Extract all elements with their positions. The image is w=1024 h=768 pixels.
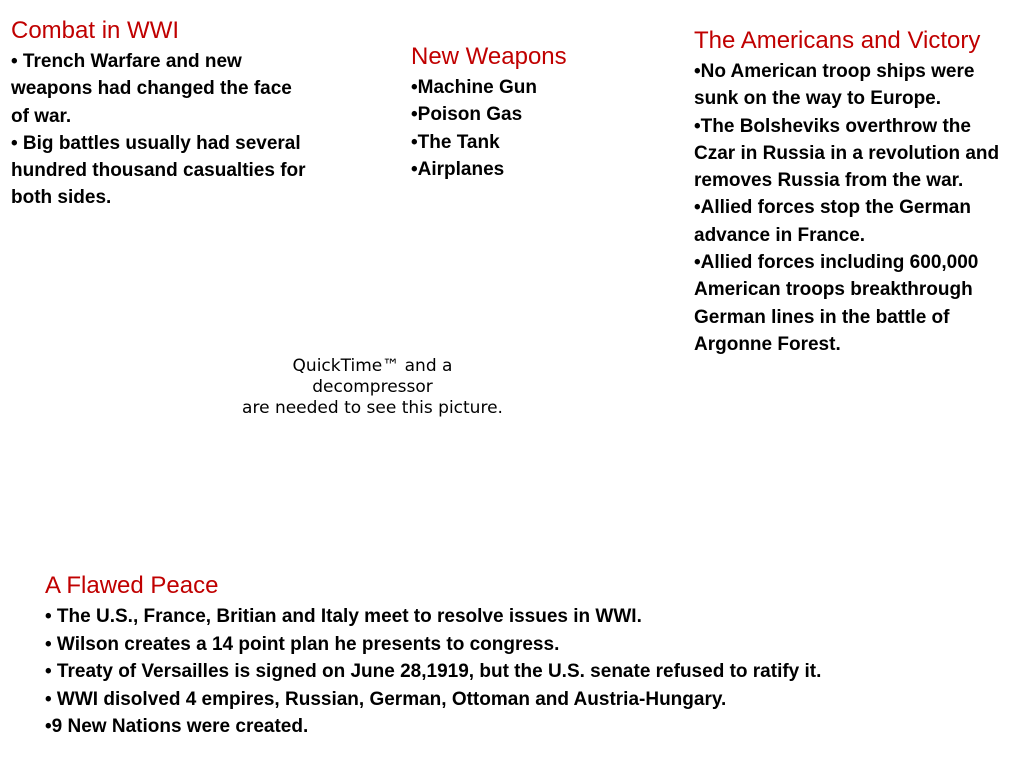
peace-bullet: •9 New Nations were created. [45, 716, 309, 737]
combat-bullet: • Big battles usually had several hundred thousand casualties for both sides. [11, 132, 306, 209]
combat-bullet: • Trench Warfare and new weapons had changed the face of war. [11, 51, 292, 127]
peace-heading: A Flawed Peace [45, 572, 219, 599]
americans-bullet: •No American troop ships were sunk on the way to Europe. [694, 61, 975, 110]
weapons-bullet: •Poison Gas [411, 104, 523, 126]
peace-bullet: • Wilson creates a 14 point plan he presents to congress. [45, 633, 560, 655]
americans-section [694, 24, 1004, 358]
weapons-heading: New Weapons [411, 43, 567, 70]
placeholder-line: are needed to see this picture. [242, 398, 503, 418]
peace-bullet: • Treaty of Versailles is signed on June 28,1919, but the U.S. senate refused to ratify it. [45, 661, 822, 682]
peace-bullet: • The U.S., France, Britian and Italy meet to resolve issues in WWI. [45, 606, 642, 627]
peace-bullet-list [45, 603, 1005, 741]
weapons-bullet: •Airplanes [411, 158, 505, 180]
peace-section [45, 569, 1005, 741]
combat-section [11, 14, 311, 212]
combat-bullet-list [11, 48, 311, 212]
americans-bullet: •Allied forces including 600,000 American troops breakthrough German lines in the battle of Argonne Forest. [694, 252, 979, 355]
americans-heading: The Americans and Victory [694, 27, 981, 54]
quicktime-placeholder [200, 356, 545, 419]
weapons-section [411, 40, 651, 183]
weapons-bullet: •Machine Gun [411, 77, 537, 98]
peace-bullet: • WWI disolved 4 empires, Russian, German, Ottoman and Austria-Hungary. [45, 688, 727, 710]
placeholder-line: QuickTime™ and a [292, 356, 453, 376]
americans-bullet: •Allied forces stop the German advance in France. [694, 197, 971, 246]
weapons-bullet: •The Tank [411, 131, 500, 153]
weapons-bullet-list [411, 74, 651, 183]
americans-bullet: •The Bolsheviks overthrow the Czar in Russia in a revolution and removes Russia from the war. [694, 115, 1000, 192]
americans-bullet-list [694, 58, 1004, 358]
placeholder-line: decompressor [312, 377, 433, 397]
combat-heading: Combat in WWI [11, 17, 180, 44]
